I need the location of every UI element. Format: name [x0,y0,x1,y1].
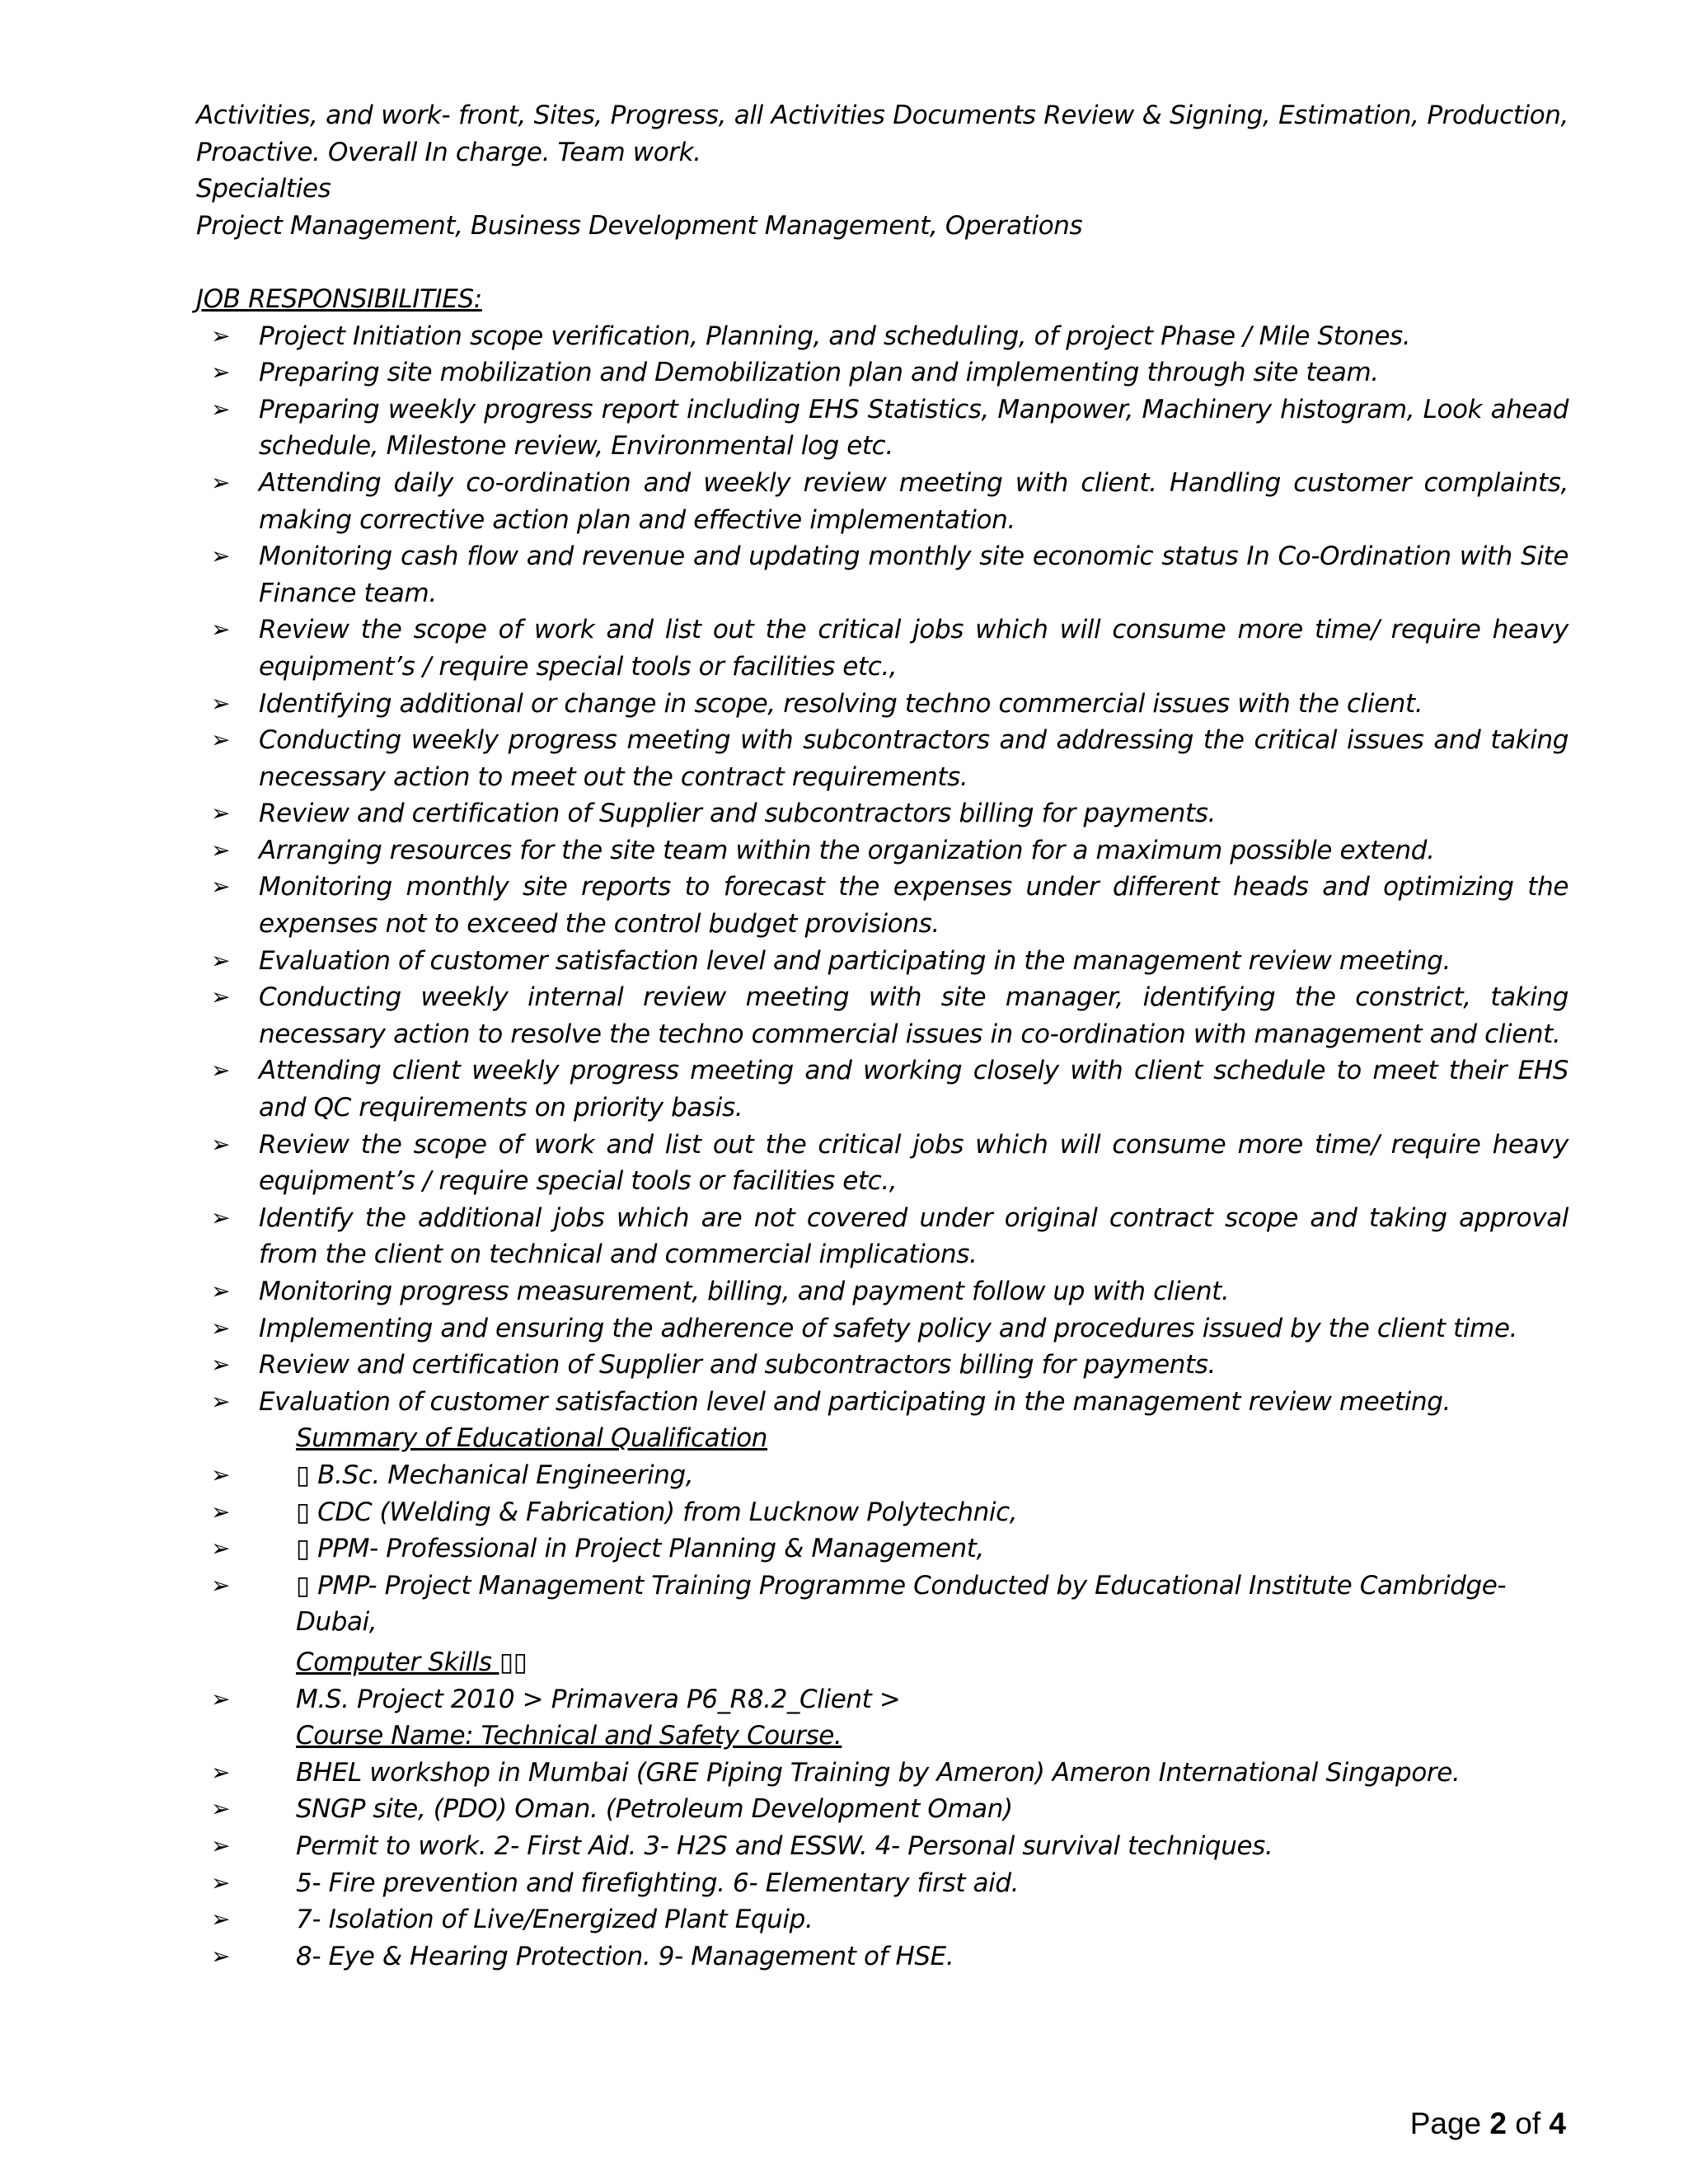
job-responsibility-text: Monitoring progress measurement, billing, and payment follow up with client. [259,1277,1230,1306]
arrow-bullet-icon: ➢ [211,1314,231,1342]
arrow-bullet-icon: ➢ [211,1795,231,1823]
arrow-bullet-icon: ➢ [211,1535,231,1563]
job-responsibility-text: Attending client weekly progress meeting and working closely with client schedule to meet their EHS and QC requirements on priority basis. [259,1056,1568,1123]
education-item [196,1530,1568,1568]
job-responsibility-item [196,1200,1568,1273]
job-responsibility-item [196,1384,1568,1421]
arrow-bullet-icon: ➢ [211,1942,231,1970]
arrow-bullet-icon: ➢ [211,799,231,827]
job-responsibility-item [196,869,1568,942]
arrow-bullet-icon: ➢ [211,1685,231,1713]
course-item [196,1938,1568,1975]
arrow-bullet-icon: ➢ [211,542,231,570]
job-responsibility-item [196,795,1568,832]
job-responsibility-text: Evaluation of customer satisfaction level and participating in the management review meeting. [259,1386,1451,1417]
course-text: Permit to work. 2- First Aid. 3- H2S and ESSW. 4- Personal survival techniques. [296,1830,1273,1861]
arrow-bullet-icon: ➢ [211,1351,231,1379]
arrow-bullet-icon: ➢ [211,1203,231,1231]
job-responsibility-text: Conducting weekly internal review meeting with site manager, identifying the constrict, taking necessary action to resolve the techno commercial issues in co-ordination with management and client. [259,982,1568,1049]
education-text: ▯ B.Sc. Mechanical Engineering, [296,1460,694,1490]
arrow-bullet-icon: ➢ [211,1831,231,1859]
job-responsibility-item [196,465,1568,538]
arrow-bullet-icon: ➢ [211,1460,231,1488]
arrow-bullet-icon: ➢ [211,1905,231,1933]
intro-activities: Activities, and work- front, Sites, Progress, all Activities Documents Review & Signing, Estimation, Production, Proactive. Overall In charge. Team work. [196,101,1568,167]
arrow-bullet-icon: ➢ [211,468,231,496]
arrow-bullet-icon: ➢ [211,1758,231,1786]
course-heading: Course Name: Technical and Safety Course. [296,1721,842,1751]
education-heading-row [196,1420,1568,1457]
arrow-bullet-icon: ➢ [211,1497,231,1526]
resume-content [196,97,1568,1975]
arrow-bullet-icon: ➢ [211,395,231,423]
specialties-text: Project Management, Business Development Management, Operations [196,210,1083,241]
job-responsibility-item [196,391,1568,465]
arrow-bullet-icon: ➢ [211,726,231,754]
job-responsibility-item [196,1273,1568,1310]
job-responsibility-text: Monitoring monthly site reports to forecast the expenses under different heads and optimizing the expenses not to exceed the control budget provisions. [259,872,1568,940]
page-word: Page [1409,2107,1482,2140]
job-responsibility-item [196,612,1568,685]
job-responsibilities-heading: JOB RESPONSIBILITIES: [196,284,482,314]
course-text: SNGP site, (PDO) Oman. (Petroleum Development Oman) [296,1794,1013,1825]
job-responsibility-text: Preparing site mobilization and Demobilization plan and implementing through site team. [259,358,1379,388]
education-text: ▯ PPM- Professional in Project Planning & Management, [296,1534,985,1564]
course-item [196,1828,1568,1865]
job-responsibility-item [196,979,1568,1052]
arrow-bullet-icon: ➢ [211,873,231,901]
computer-skill-text: M.S. Project 2010 > Primavera P6_R8.2_Client > [296,1684,901,1714]
job-responsibility-item [196,832,1568,869]
education-text: ▯ CDC (Welding & Fabrication) from Lucknow Polytechnic, [296,1497,1018,1527]
course-item [196,1865,1568,1902]
arrow-bullet-icon: ➢ [211,616,231,644]
arrow-bullet-icon: ➢ [211,689,231,717]
job-responsibility-item [196,318,1568,355]
computer-skills-list [196,1681,1568,1718]
education-item [196,1568,1568,1641]
job-responsibility-text: Evaluation of customer satisfaction level and participating in the management review meeting. [259,945,1451,976]
total-page-number: 4 [1549,2107,1566,2140]
course-text: 8- Eye & Hearing Protection. 9- Management of HSE. [296,1941,954,1971]
arrow-bullet-icon: ➢ [211,1277,231,1305]
arrow-bullet-icon: ➢ [211,836,231,864]
job-responsibility-item [196,943,1568,980]
job-responsibility-text: Project Initiation scope verification, Planning, and scheduling, of project Phase / Mile Stones. [259,321,1411,351]
education-text: ▯ PMP- Project Management Training Programme Conducted by Educational Institute Cambridge-Dubai, [296,1570,1507,1638]
job-responsibility-text: Review the scope of work and list out the critical jobs which will consume more time/ require heavy equipment’s / require special tools or facilities etc., [259,615,1568,682]
education-item [196,1494,1568,1531]
education-section [196,1420,1568,1457]
job-responsibility-text: Preparing weekly progress report including EHS Statistics, Manpower, Machinery histogram, Look ahead schedule, Milestone review, Environmental log etc. [259,394,1568,462]
course-text: BHEL workshop in Mumbai (GRE Piping Training by Ameron) Ameron International Singapore. [296,1757,1461,1788]
education-item [196,1457,1568,1494]
arrow-bullet-icon: ➢ [211,1130,231,1158]
job-responsibility-item [196,354,1568,391]
job-responsibility-item [196,538,1568,612]
arrow-bullet-icon: ➢ [211,1387,231,1415]
job-responsibility-text: Attending daily co-ordination and weekly review meeting with client. Handling customer complaints, making corrective action plan and effective implementation. [259,467,1568,535]
job-responsibility-text: Implementing and ensuring the adherence of safety policy and procedures issued by the client time. [259,1313,1517,1343]
job-responsibility-text: Identifying additional or change in scope, resolving techno commercial issues with the client. [259,688,1423,719]
arrow-bullet-icon: ➢ [211,359,231,387]
course-text: 5- Fire prevention and firefighting. 6- Elementary first aid. [296,1868,1020,1898]
job-responsibility-text: Review the scope of work and list out the critical jobs which will consume more time/ require heavy equipment’s / require special tools or facilities etc., [259,1129,1568,1197]
job-responsibility-text: Review and certification of Supplier and subcontractors billing for payments. [259,1350,1216,1380]
arrow-bullet-icon: ➢ [211,983,231,1011]
arrow-bullet-icon: ➢ [211,1571,231,1599]
job-responsibility-item [196,1310,1568,1347]
of-word: of [1515,2107,1541,2140]
job-responsibilities-list [196,318,1568,1421]
job-responsibility-text: Review and certification of Supplier and subcontractors billing for payments. [259,799,1216,829]
education-heading: Summary of Educational Qualification [296,1423,768,1454]
current-page-number: 2 [1489,2107,1507,2140]
specialties-label: Specialties [196,174,331,204]
job-responsibility-text: Monitoring cash flow and revenue and updating monthly site economic status In Co-Ordination with Site Finance team. [259,541,1568,608]
job-responsibility-item [196,1347,1568,1384]
job-responsibility-item [196,1127,1568,1200]
arrow-bullet-icon: ➢ [211,1868,231,1896]
course-text: 7- Isolation of Live/Energized Plant Equip. [296,1905,814,1935]
arrow-bullet-icon: ➢ [211,1057,231,1085]
spacer [196,244,1568,281]
page-footer [1410,2107,1566,2141]
course-list [196,1755,1568,1975]
course-item [196,1901,1568,1938]
computer-skill-item [196,1681,1568,1718]
job-responsibility-item [196,1052,1568,1126]
job-responsibility-text: Identify the additional jobs which are not covered under original contract scope and taking approval from the client on technical and commercial implications. [259,1202,1568,1270]
arrow-bullet-icon: ➢ [211,946,231,974]
job-responsibility-item [196,686,1568,723]
education-list [196,1457,1568,1641]
course-item [196,1791,1568,1828]
course-item [196,1755,1568,1792]
job-responsibility-text: Conducting weekly progress meeting with subcontractors and addressing the critical issues and taking necessary action to meet out the contract requirements. [259,725,1568,792]
job-responsibility-text: Arranging resources for the site team within the organization for a maximum possible extend. [259,835,1435,865]
computer-skills-heading: Computer Skills ▯▯ [296,1647,528,1677]
job-responsibility-item [196,722,1568,795]
arrow-bullet-icon: ➢ [211,321,231,349]
